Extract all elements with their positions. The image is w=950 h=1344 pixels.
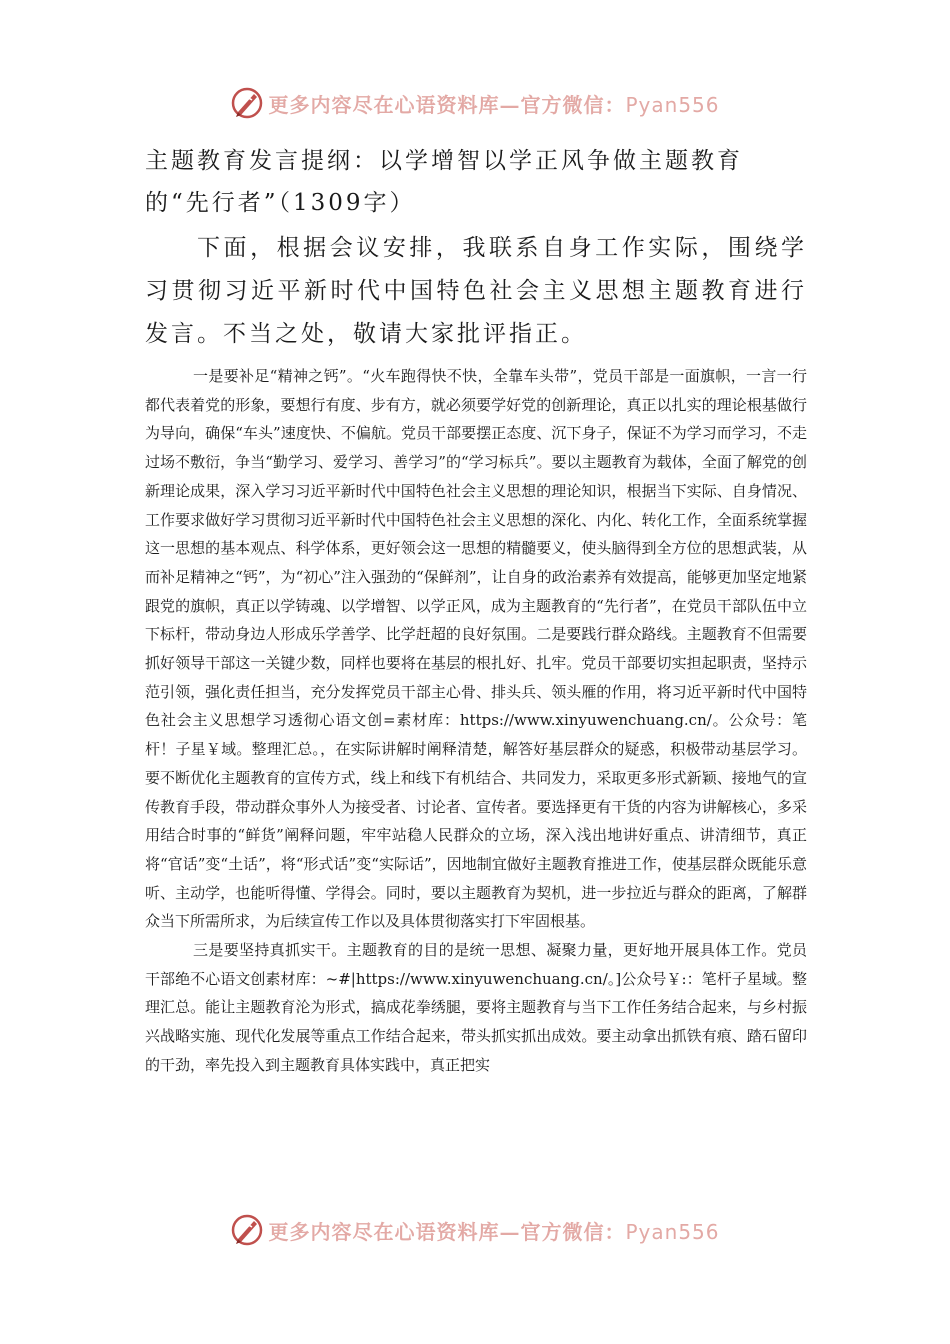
header-banner-cn: 更多内容尽在心语资料库—官方微信： <box>268 92 626 117</box>
header-banner <box>0 83 950 123</box>
footer-banner-wechat-id: Pyan556 <box>625 1219 720 1244</box>
header-banner-wechat-id: Pyan556 <box>625 92 720 117</box>
footer-banner-cn: 更多内容尽在心语资料库—官方微信： <box>268 1219 626 1244</box>
footer-banner <box>0 1210 950 1250</box>
paragraph-1: 一是要补足“精神之钙”。“火车跑得快不快，全靠车头带”，党员干部是一面旗帜，一言一行都代表着党的形象，要想行有度、步有方，就必须要学好党的创新理论，真正以扎实的理论根基做行为导向，确保“车头”速度快、不偏航。党员干部要摆正态度、沉下身子，保证不为学习而学习，不走过场不敷衍，争当“勤学习、爱学习、善学习”的“学习标兵”。要以主题教育为载体，全面了解党的创新理论成果，深入学习习近平新时代中国特色社会主义思想的理论知识，根据当下实际、自身情况、工作要求做好学习贯彻习近平新时代中国特色社会主义思想的深化、内化、转化工作，全面系统掌握这一思想的基本观点、科学体系，更好领会这一思想的精髓要义，使头脑得到全方位的思想武装，从而补足精神之“钙”，为“初心”注入强劲的“保鲜剂”，让自身的政治素养有效提高，能够更加坚定地紧跟党的旗帜，真正以学铸魂、以学增智、以学正风，成为主题教育的“先行者”，在党员干部队伍中立下标杆，带动身边人形成乐学善学、比学赶超的良好氛围。二是要践行群众路线。主题教育不但需要抓好领导干部这一关键少数，同样也要将在基层的根扎好、扎牢。党员干部要切实担起职责，坚持示范引领，强化责任担当，充分发挥党员干部主心骨、排头兵、领头雁的作用，将习近平新时代中国特色社会主义思想学习透彻心语文创=素材库：https://www.xinyuwenchuang.cn/。公众号：笔杆！子星￥域。整理汇总。，在实际讲解时阐释清楚，解答好基层群众的疑惑，积极带动基层学习。要不断优化主题教育的宣传方式，线上和线下有机结合、共同发力，采取更多形式新颖、接地气的宣传教育手段，带动群众事外人为接受者、讨论者、宣传者。要选择更有干货的内容为讲解核心，多采用结合时事的“鲜货”阐释问题，牢牢站稳人民群众的立场，深入浅出地讲好重点、讲清细节，真正将“官话”变“土话”，将“形式话”变“实际话”，因地制宜做好主题教育推进工作，使基层群众既能乐意听、主动学，也能听得懂、学得会。同时，要以主题教育为契机，进一步拉近与群众的距离，了解群众当下所需所求，为后续宣传工作以及具体贯彻落实打下牢固根基。 <box>145 367 807 931</box>
paragraph-2: 三是要坚持真抓实干。主题教育的目的是统一思想、凝聚力量，更好地开展具体工作。党员干部绝不心语文创素材库：~#|https://www.xinyuwenchuang.cn/。]公众号￥:：笔杆子星域。整理汇总。能让主题教育沦为形式，搞成花拳绣腿，要将主题教育与当下工作任务结合起来，与乡村振兴战略实施、现代化发展等重点工作结合起来，带头抓实抓出成效。要主动拿出抓铁有痕、踏石留印的干劲，率先投入到主题教育具体实践中，真正把实 <box>145 941 807 1074</box>
document-body <box>145 140 807 1080</box>
document-title: 主题教育发言提纲：以学增智以学正风争做主题教育的“先行者”（1309字） <box>145 148 743 216</box>
pen-logo-icon <box>230 1213 264 1247</box>
footer-banner-text <box>268 1216 719 1245</box>
header-banner-text <box>268 89 719 118</box>
document-intro: 下面，根据会议安排，我联系自身工作实际，围绕学习贯彻习近平新时代中国特色社会主义思想主题教育进行发言。不当之处，敬请大家批评指正。 <box>145 235 807 347</box>
pen-logo-icon <box>230 86 264 120</box>
